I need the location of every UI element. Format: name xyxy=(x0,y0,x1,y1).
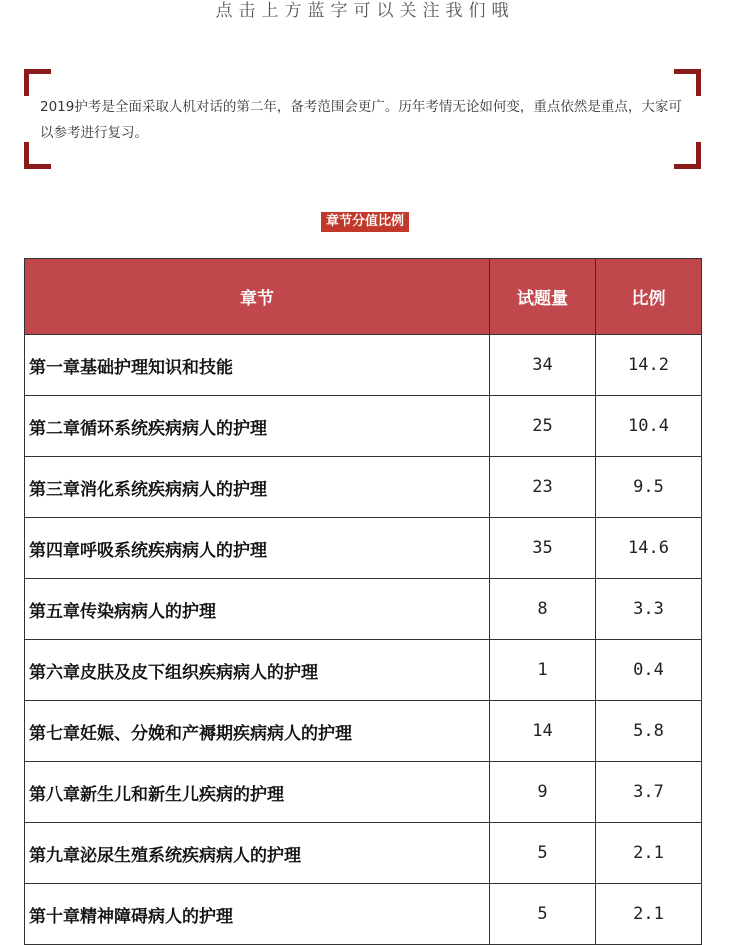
corner-bottom-right xyxy=(674,142,701,169)
cell-chapter: 第八章新生儿和新生儿疾病的护理 xyxy=(25,762,490,823)
table-row xyxy=(25,701,702,762)
cell-ratio: 14.2 xyxy=(596,335,702,396)
cell-chapter: 第一章基础护理知识和技能 xyxy=(25,335,490,396)
cell-count: 35 xyxy=(490,518,596,579)
header-chapter: 章节 xyxy=(25,259,490,335)
cell-count: 23 xyxy=(490,457,596,518)
cell-chapter: 第三章消化系统疾病病人的护理 xyxy=(25,457,490,518)
cell-ratio: 5.8 xyxy=(596,701,702,762)
cell-count: 9 xyxy=(490,762,596,823)
header-count: 试题量 xyxy=(490,259,596,335)
cell-ratio: 2.1 xyxy=(596,823,702,884)
corner-top-right xyxy=(674,69,701,96)
table-row xyxy=(25,762,702,823)
section-title-label: 章节分值比例 xyxy=(321,212,409,232)
follow-hint: 点击上方蓝字可以关注我们哦 xyxy=(215,1,515,21)
header-ratio: 比例 xyxy=(596,259,702,335)
section-title xyxy=(0,210,730,232)
cell-chapter: 第五章传染病病人的护理 xyxy=(25,579,490,640)
cell-count: 5 xyxy=(490,884,596,945)
table-row xyxy=(25,457,702,518)
cell-ratio: 10.4 xyxy=(596,396,702,457)
chapter-score-table xyxy=(24,258,702,945)
table-row xyxy=(25,884,702,945)
cell-count: 1 xyxy=(490,640,596,701)
cell-ratio: 3.7 xyxy=(596,762,702,823)
cell-chapter: 第二章循环系统疾病病人的护理 xyxy=(25,396,490,457)
cell-chapter: 第四章呼吸系统疾病病人的护理 xyxy=(25,518,490,579)
intro-quote-box xyxy=(24,69,701,169)
table-row xyxy=(25,823,702,884)
cell-ratio: 3.3 xyxy=(596,579,702,640)
corner-top-left xyxy=(24,69,51,96)
cell-count: 14 xyxy=(490,701,596,762)
cell-chapter: 第九章泌尿生殖系统疾病病人的护理 xyxy=(25,823,490,884)
cell-ratio: 0.4 xyxy=(596,640,702,701)
corner-bottom-left xyxy=(24,142,51,169)
cell-chapter: 第六章皮肤及皮下组织疾病病人的护理 xyxy=(25,640,490,701)
cell-count: 8 xyxy=(490,579,596,640)
cell-ratio: 9.5 xyxy=(596,457,702,518)
cell-ratio: 14.6 xyxy=(596,518,702,579)
table-header-row xyxy=(25,259,702,335)
table-row xyxy=(25,518,702,579)
intro-text: 2019护考是全面采取人机对话的第二年，备考范围会更广。历年考情无论如何变，重点依然是重点，大家可以参考进行复习。 xyxy=(40,99,682,141)
table-row xyxy=(25,335,702,396)
table-row xyxy=(25,579,702,640)
table-row xyxy=(25,640,702,701)
cell-count: 34 xyxy=(490,335,596,396)
cell-count: 5 xyxy=(490,823,596,884)
cell-count: 25 xyxy=(490,396,596,457)
cell-chapter: 第十章精神障碍病人的护理 xyxy=(25,884,490,945)
table-row xyxy=(25,396,702,457)
cell-ratio: 2.1 xyxy=(596,884,702,945)
cell-chapter: 第七章妊娠、分娩和产褥期疾病病人的护理 xyxy=(25,701,490,762)
